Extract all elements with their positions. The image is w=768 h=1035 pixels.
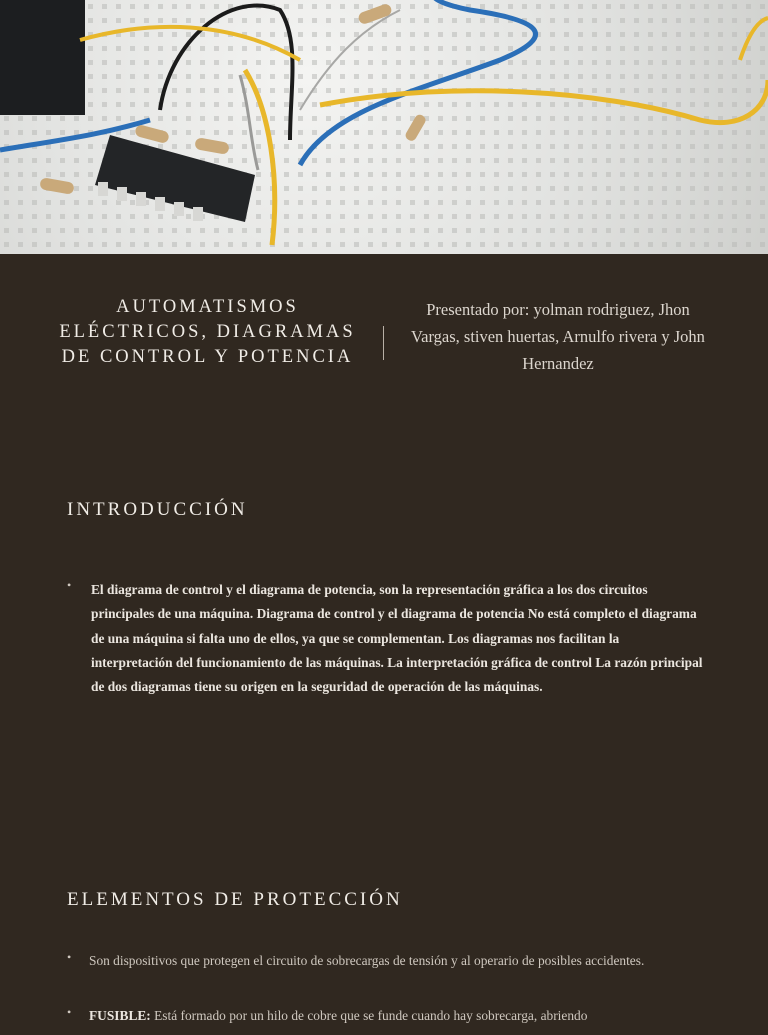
protection-list-item	[67, 950, 707, 994]
introduction-list-item	[67, 578, 707, 728]
breadboard-illustration	[0, 0, 768, 254]
presenters-text: Presentado por: yolman rodriguez, Jhon Vargas, stiven huertas, Arnulfo rivera y John Hernandez	[411, 300, 705, 373]
relay-component	[0, 0, 85, 115]
protection-list-item	[67, 1005, 707, 1035]
protection-heading: ELEMENTOS DE PROTECCIÓN	[67, 889, 403, 910]
fuse-paragraph	[89, 1005, 707, 1026]
document-title: AUTOMATISMOS ELÉCTRICOS, DIAGRAMAS DE CONTROL Y POTENCIA	[59, 297, 356, 367]
protection-paragraph: Son dispositivos que protegen el circuito de sobrecargas de tensión y al operario de posibles accidentes.	[89, 953, 645, 968]
introduction-heading: INTRODUCCIÓN	[67, 499, 248, 520]
title-divider	[383, 326, 384, 360]
bullet-marker: •	[67, 950, 72, 964]
bullet-marker: •	[67, 1005, 72, 1019]
hero-image	[0, 0, 768, 254]
introduction-paragraph: El diagrama de control y el diagrama de potencia, son la representación gráfica a los dos circuitos principales de una máquina. Diagrama de control y el diagrama de potencia No está completo el diagrama de una máquina si falta uno de ellos, ya que se complementan. Los diagramas nos facilitan la interpretación del funcionamiento de las máquinas. La interpretación gráfica de control La razón principal de dos diagramas tiene su origen en la seguridad de operación de las máquinas.	[91, 582, 703, 695]
fuse-term: FUSIBLE:	[89, 1008, 151, 1023]
bullet-marker: •	[67, 578, 72, 592]
fuse-description: Está formado por un hilo de cobre que se funde cuando hay sobrecarga, abriendo	[150, 1008, 588, 1023]
